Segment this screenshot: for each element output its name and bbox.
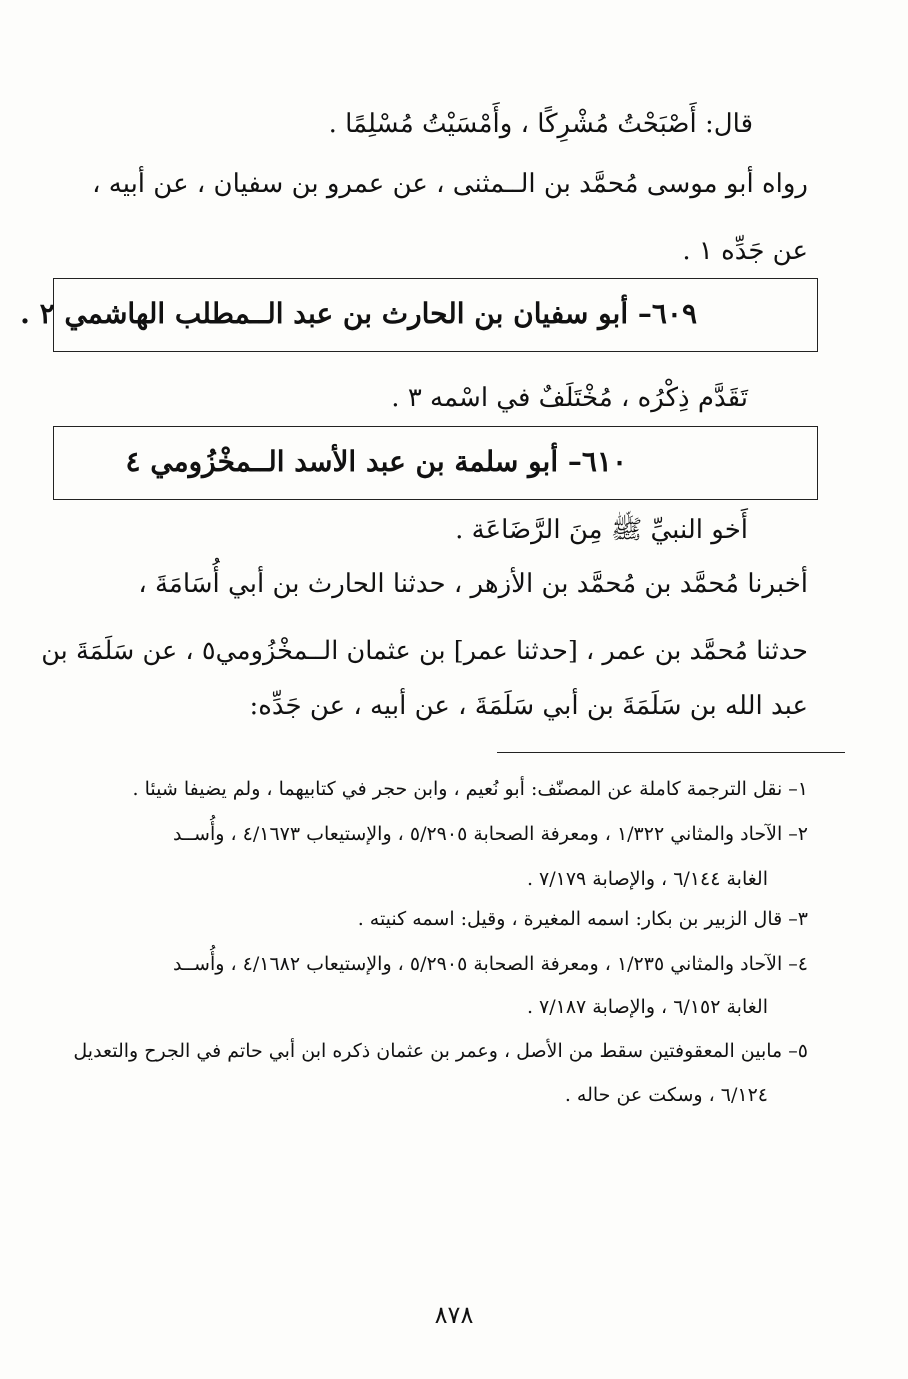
footnote-2-line-2: الغابة ٦/١٤٤ ، والإصابة ٧/١٧٩ . (526, 868, 768, 890)
entry-heading-609-text: ٦٠٩– أبو سفيان بن الحارث بن عبد الــمطلب الهاشمي ٢ . (20, 297, 697, 330)
body-line-2: رواه أبو موسى مُحمَّد بن الــمثنى ، عن عمرو بن سفيان ، عن أبيه ، (92, 169, 808, 199)
footnote-5-line-2: ٦/١٢٤ ، وسكت عن حاله . (564, 1084, 768, 1106)
footnote-1: ١– نقل الترجمة كاملة عن المصنّف: أبو نُعيم ، وابن حجر في كتابيهما ، ولم يضيفا شيئا . (132, 778, 808, 800)
footnote-4-line-2: الغابة ٦/١٥٢ ، والإصابة ٧/١٨٧ . (526, 996, 768, 1018)
body-line-7: حدثنا مُحمَّد بن عمر ، [حدثنا عمر] بن عثمان الــمخْزُومي٥ ، عن سَلَمَةَ بن (41, 636, 808, 666)
entry-heading-609 (20, 278, 818, 352)
body-line-3: عن جَدِّه ١ . (682, 236, 808, 266)
body-line-5: أَخو النبيِّ ﷺ مِنَ الرَّضَاعَة . (455, 515, 748, 545)
body-line-1: قال: أَصْبَحْتُ مُشْرِكًا ، وأَمْسَيْتُ مُسْلِمًا . (328, 109, 753, 139)
footnote-separator (497, 752, 845, 753)
body-line-4: تَقَدَّم ذِكْرُه ، مُخْتَلَفٌ في اسْمه ٣ . (391, 383, 748, 413)
footnote-5-line-1: ٥– مابين المعقوفتين سقط من الأصل ، وعمر بن عثمان ذكره ابن أبي حاتم في الجرح والتعديل (73, 1040, 808, 1062)
footnote-2-line-1: ٢– الآحاد والمثاني ١/٣٢٢ ، ومعرفة الصحابة ٥/٢٩٠٥ ، والإستيعاب ٤/١٦٧٣ ، وأُســد (172, 823, 808, 845)
entry-heading-610-text: ٦١٠– أبو سلمة بن عبد الأسد الــمخْزُومي ٤ (125, 445, 627, 478)
footnote-3: ٣– قال الزبير بن بكار: اسمه المغيرة ، وقيل: اسمه كنيته . (357, 908, 808, 930)
body-line-8: عبد الله بن سَلَمَةَ بن أبي سَلَمَةَ ، عن أبيه ، عن جَدِّه: (249, 691, 808, 721)
entry-heading-610 (53, 426, 818, 500)
footnote-4-line-1: ٤– الآحاد والمثاني ١/٢٣٥ ، ومعرفة الصحابة ٥/٢٩٠٥ ، والإستيعاب ٤/١٦٨٢ ، وأُســد (172, 953, 808, 975)
body-line-6: أخبرنا مُحمَّد بن مُحمَّد بن الأزهر ، حدثنا الحارث بن أبي أُسَامَةَ ، (138, 569, 808, 599)
page-number: ٨٧٨ (434, 1301, 474, 1329)
